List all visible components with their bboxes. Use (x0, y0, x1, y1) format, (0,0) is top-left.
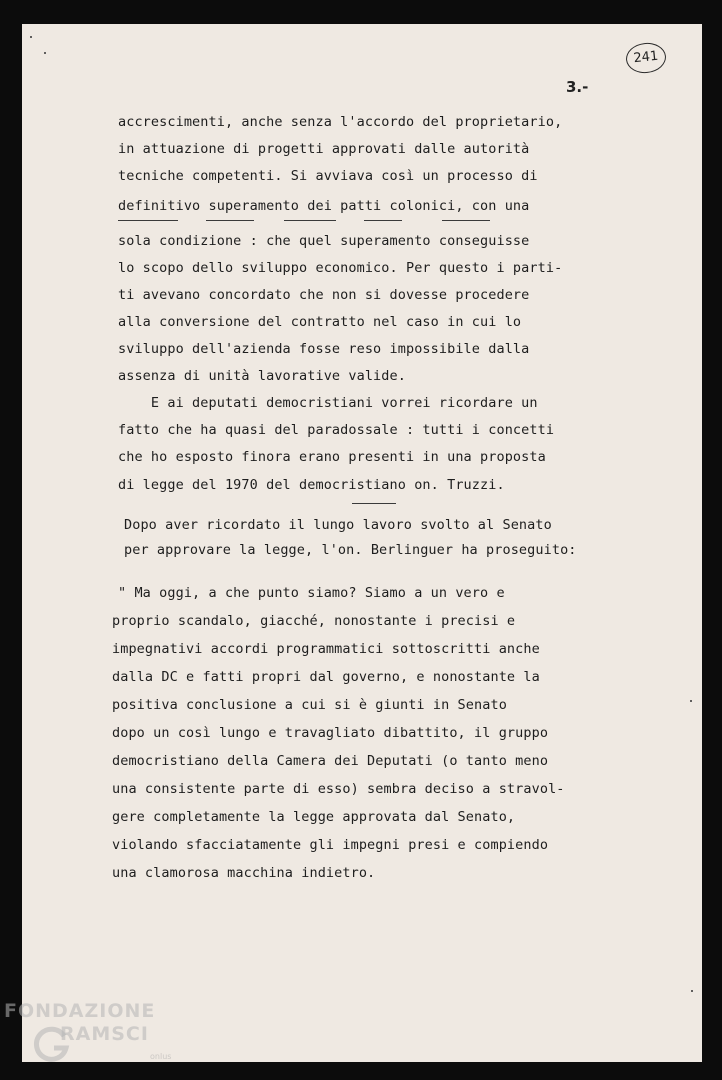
text-line: definitivo superamento dei patti colonici, con una (118, 198, 530, 214)
text-line: sviluppo dell'azienda fosse reso impossibile dalla (118, 341, 530, 357)
watermark-small: onlus (150, 1052, 172, 1061)
rule-mark (284, 220, 336, 221)
text-line: accrescimenti, anche senza l'accordo del proprietario, (118, 114, 563, 130)
text-line: tecniche competenti. Si avviava così un processo di (118, 168, 538, 184)
speck (44, 52, 46, 54)
rule-mark (352, 503, 396, 504)
text-line: lo scopo dello sviluppo economico. Per questo i parti- (118, 260, 563, 276)
page-number-stamp: 241 (625, 41, 668, 75)
watermark-line2: RAMSCI (60, 1023, 149, 1045)
body-text (22, 24, 702, 881)
text-line: fatto che ha quasi del paradossale : tutti i concetti (118, 422, 555, 438)
text-line: E ai deputati democristiani vorrei ricordare un (118, 395, 538, 411)
text-line: ti avevano concordato che non si dovesse procedere (118, 287, 530, 303)
quote-line: dalla DC e fatti propri dal governo, e nonostante la (112, 669, 540, 685)
speck (691, 990, 693, 992)
quote-line: una clamorosa macchina indietro. (112, 865, 376, 881)
quote-line: " Ma oggi, a che punto siamo? Siamo a un vero e (118, 585, 505, 601)
text-line: di legge del 1970 del democristiano on. Truzzi. (118, 477, 505, 493)
text-line: in attuazione di progetti approvati dalle autorità (118, 141, 530, 157)
watermark-line1: FONDAZIONE (4, 1000, 156, 1022)
quote-line: positiva conclusione a cui si è giunti in Senato (112, 697, 507, 713)
speck (30, 36, 32, 38)
text-line: alla conversione del contratto nel caso in cui lo (118, 314, 522, 330)
quote-line: democristiano della Camera dei Deputati (o tanto meno (112, 753, 549, 769)
narration-line: Dopo aver ricordato il lungo lavoro svolto al Senato (124, 517, 552, 533)
speck (690, 700, 692, 702)
quote-line: dopo un così lungo e travagliato dibattito, il gruppo (112, 725, 549, 741)
rule-mark (118, 220, 178, 221)
rule-mark (364, 220, 402, 221)
quote-line: proprio scandalo, giacché, nonostante i precisi e (112, 613, 516, 629)
section-mark: 3.- (566, 78, 589, 96)
quote-line: gere completamente la legge approvata dal Senato, (112, 809, 516, 825)
watermark-logo (4, 1000, 194, 1076)
rule-mark (442, 220, 490, 221)
rule-mark (206, 220, 254, 221)
text-line: assenza di unità lavorative valide. (118, 368, 406, 384)
quote-line: violando sfacciatamente gli impegni presi e compiendo (112, 837, 549, 853)
narration-line: per approvare la legge, l'on. Berlinguer ha proseguito: (124, 542, 577, 558)
quote-line: impegnativi accordi programmatici sottoscritti anche (112, 641, 540, 657)
quote-line: una consistente parte di esso) sembra deciso a stravol- (112, 781, 565, 797)
text-line: che ho esposto finora erano presenti in una proposta (118, 449, 546, 465)
document-page (22, 24, 702, 1062)
text-line: sola condizione : che quel superamento conseguisse (118, 233, 530, 249)
